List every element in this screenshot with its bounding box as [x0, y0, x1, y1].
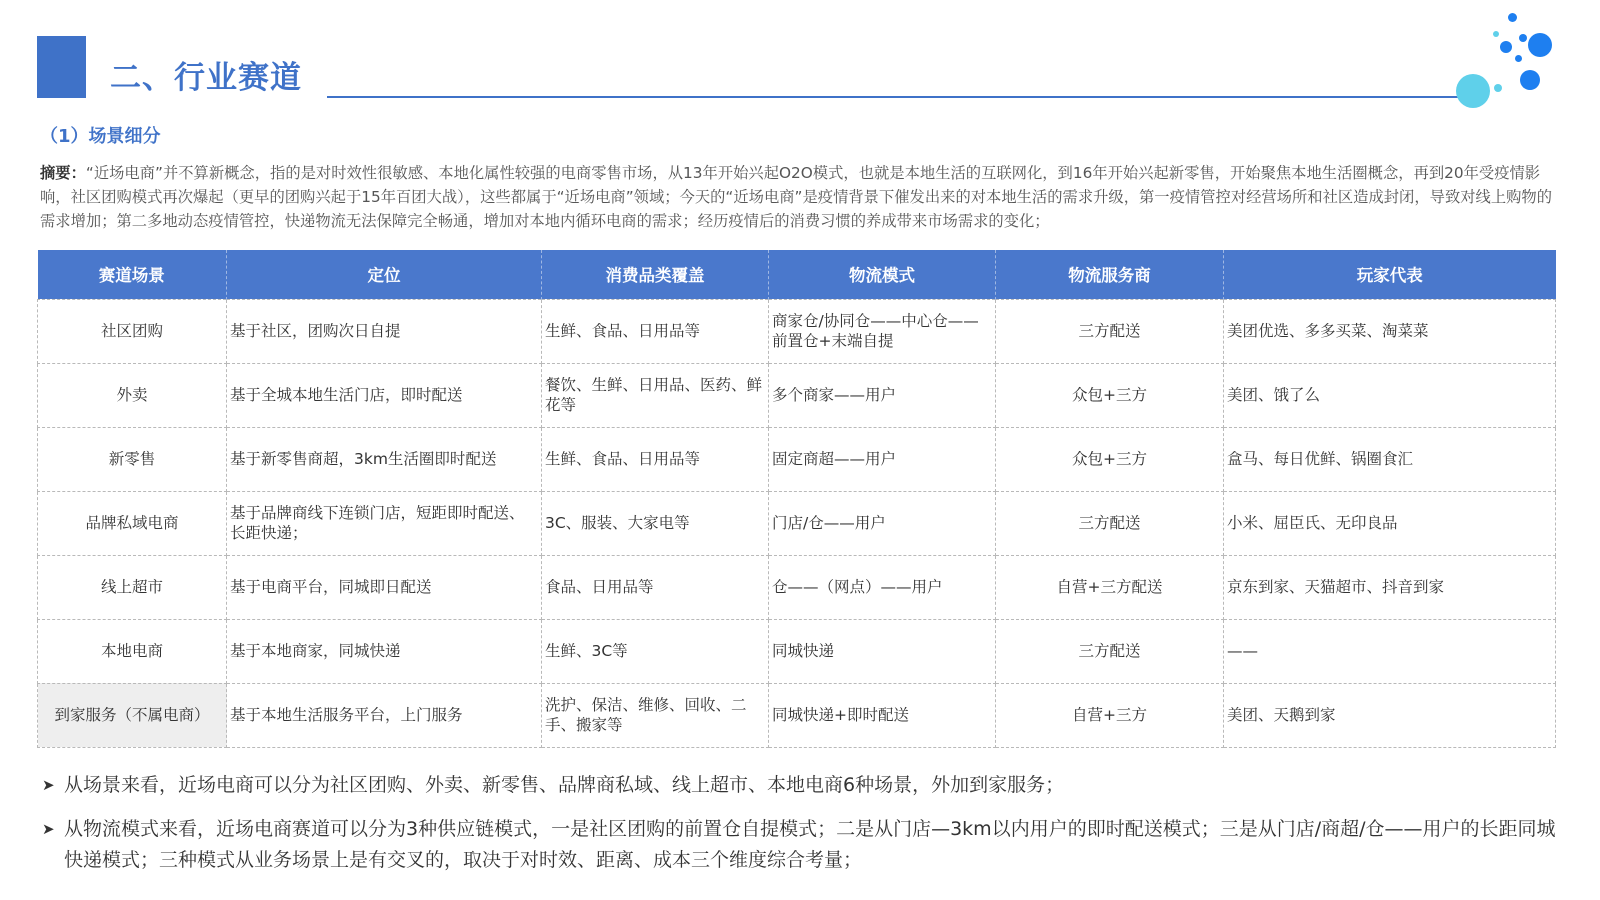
header-logistics-provider: 物流服务商 [996, 250, 1224, 299]
deco-dot-4 [1519, 34, 1527, 42]
cell-players: 美团、饿了么 [1224, 363, 1556, 427]
table-row [38, 555, 1556, 619]
deco-dot-1 [1508, 13, 1517, 22]
cell-logistics-provider: 三方配送 [996, 491, 1224, 555]
table-row [38, 619, 1556, 683]
cell-logistics-mode: 仓——（网点）——用户 [769, 555, 996, 619]
cell-scenario: 新零售 [38, 427, 227, 491]
table-row [38, 683, 1556, 747]
cell-logistics-mode: 门店/仓——用户 [769, 491, 996, 555]
cell-logistics-mode: 同城快递 [769, 619, 996, 683]
header-logistics-mode: 物流模式 [769, 250, 996, 299]
cell-categories: 生鲜、3C等 [542, 619, 769, 683]
cell-players: 美团、天鹅到家 [1224, 683, 1556, 747]
cell-scenario: 线上超市 [38, 555, 227, 619]
deco-dot-9 [1494, 84, 1502, 92]
cell-scenario: 到家服务（不属电商） [38, 683, 227, 747]
cell-categories: 洗护、保洁、维修、回收、二手、搬家等 [542, 683, 769, 747]
deco-dot-6 [1515, 55, 1522, 62]
scenario-table [37, 250, 1556, 748]
deco-dot-7 [1520, 70, 1540, 90]
cell-logistics-mode: 固定商超——用户 [769, 427, 996, 491]
cell-scenario: 外卖 [38, 363, 227, 427]
table-header-row [38, 250, 1556, 299]
bullet-text: 从物流模式来看，近场电商赛道可以分为3种供应链模式，一是社区团购的前置仓自提模式；二是从门店—3km以内用户的即时配送模式；三是从门店/商超/仓——用户的长距同城快递模式；三种模式从业务场景上是有交叉的，取决于对时效、距离、成本三个维度综合考量； [64, 818, 1556, 871]
cell-positioning: 基于品牌商线下连锁门店，短距即时配送、长距快递； [227, 491, 542, 555]
cell-scenario: 品牌私域电商 [38, 491, 227, 555]
arrow-bullet-icon: ➤ [42, 776, 55, 794]
cell-players: 美团优选、多多买菜、淘菜菜 [1224, 299, 1556, 363]
bullet-text: 从场景来看，近场电商可以分为社区团购、外卖、新零售、品牌商私域、线上超市、本地电商6种场景，外加到家服务； [64, 774, 1065, 796]
cell-categories: 餐饮、生鲜、日用品、医药、鲜花等 [542, 363, 769, 427]
cell-logistics-mode: 同城快递+即时配送 [769, 683, 996, 747]
table-row [38, 363, 1556, 427]
list-item [42, 770, 1562, 801]
deco-dot-8 [1456, 74, 1490, 108]
conclusion-list [42, 770, 1562, 889]
cell-categories: 3C、服装、大家电等 [542, 491, 769, 555]
section-subtitle: （1）场景细分 [40, 126, 161, 147]
deco-dot-5 [1528, 33, 1552, 57]
cell-positioning: 基于本地商家，同城快递 [227, 619, 542, 683]
cell-scenario: 社区团购 [38, 299, 227, 363]
cell-logistics-provider: 三方配送 [996, 299, 1224, 363]
cell-positioning: 基于新零售商超，3km生活圈即时配送 [227, 427, 542, 491]
cell-positioning: 基于电商平台，同城即日配送 [227, 555, 542, 619]
cell-positioning: 基于本地生活服务平台，上门服务 [227, 683, 542, 747]
cell-positioning: 基于全城本地生活门店，即时配送 [227, 363, 542, 427]
header-players: 玩家代表 [1224, 250, 1556, 299]
cell-logistics-provider: 自营+三方配送 [996, 555, 1224, 619]
summary-text: “近场电商”并不算新概念，指的是对时效性很敏感、本地化属性较强的电商零售市场，从13年开始兴起O2O模式，也就是本地生活的互联网化，到16年开始兴起新零售，开始聚焦本地生活圈概念，再到20年受疫情影响，社区团购模式再次爆起（更早的团购兴起于15年百团大战），这些都属于“近场电商”领域；今天的“近场电商”是疫情背景下催发出来的对本地生活的需求升级，第一疫情管控对经营场所和社区造成封闭，导致对线上购物的需求增加；第二多地动态疫情管控，快递物流无法保障完全畅通，增加对本地内循环电商的需求；经历疫情后的消费习惯的养成带来市场需求的变化； [40, 164, 1553, 230]
cell-logistics-mode: 多个商家——用户 [769, 363, 996, 427]
deco-dot-3 [1500, 41, 1512, 53]
cell-categories: 生鲜、食品、日用品等 [542, 299, 769, 363]
table-row [38, 491, 1556, 555]
summary-label: 摘要： [40, 164, 86, 182]
cell-logistics-provider: 三方配送 [996, 619, 1224, 683]
table-row [38, 427, 1556, 491]
title-underline [327, 96, 1485, 98]
cell-logistics-mode: 商家仓/协同仓——中心仓——前置仓+末端自提 [769, 299, 996, 363]
summary-paragraph [40, 161, 1565, 233]
cell-logistics-provider: 众包+三方 [996, 363, 1224, 427]
header-positioning: 定位 [227, 250, 542, 299]
cell-categories: 生鲜、食品、日用品等 [542, 427, 769, 491]
header-categories: 消费品类覆盖 [542, 250, 769, 299]
arrow-bullet-icon: ➤ [42, 820, 55, 838]
cell-players: 小米、屈臣氏、无印良品 [1224, 491, 1556, 555]
page-title: 二、行业赛道 [110, 60, 302, 96]
cell-logistics-provider: 众包+三方 [996, 427, 1224, 491]
cell-logistics-provider: 自营+三方 [996, 683, 1224, 747]
cell-positioning: 基于社区，团购次日自提 [227, 299, 542, 363]
cell-players: 盒马、每日优鲜、锅圈食汇 [1224, 427, 1556, 491]
deco-dot-2 [1493, 31, 1499, 37]
cell-scenario: 本地电商 [38, 619, 227, 683]
cell-players: 京东到家、天猫超市、抖音到家 [1224, 555, 1556, 619]
cell-categories: 食品、日用品等 [542, 555, 769, 619]
title-accent-block [37, 36, 86, 98]
header-scenario: 赛道场景 [38, 250, 227, 299]
cell-players: —— [1224, 619, 1556, 683]
list-item [42, 814, 1562, 876]
table-row [38, 299, 1556, 363]
